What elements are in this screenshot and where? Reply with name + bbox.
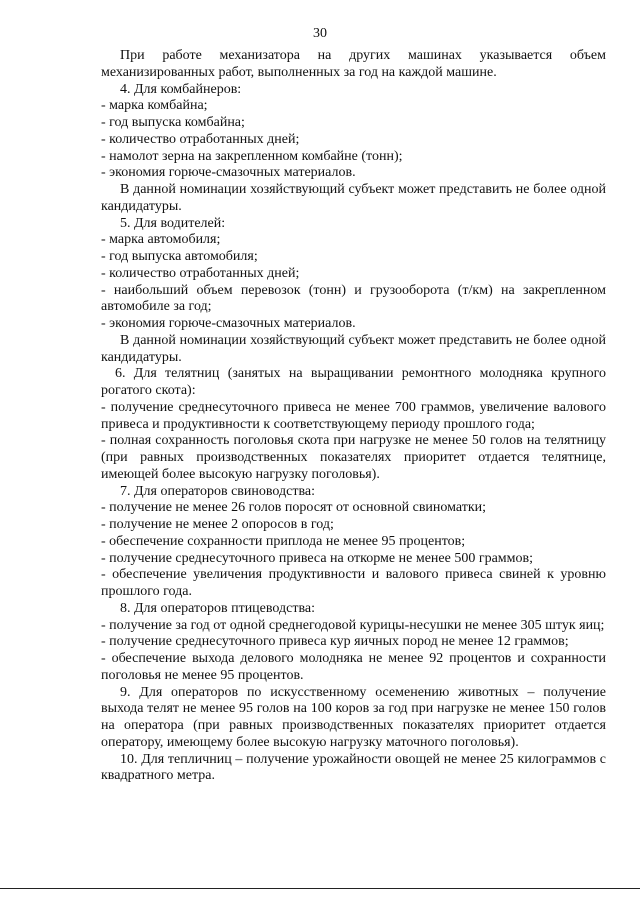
list-item: - экономия горюче-смазочных материалов. xyxy=(101,316,356,331)
list-item: - получение не менее 2 опоросов в год; xyxy=(101,517,334,532)
list-item: - получение не менее 26 голов поросят от основной свиноматки; xyxy=(101,500,487,516)
document-body xyxy=(101,48,606,785)
list-item: - обеспечение выхода делового молодняка не менее 92 процентов и сохранности поголовья не менее 95 процентов. xyxy=(101,651,606,683)
list-item: - обеспечение увеличения продуктивности и валового привеса свиней к уровню прошлого года. xyxy=(101,567,606,599)
list-item: - получение среднесуточного привеса не менее 700 граммов, увеличение валового привеса и продуктивности к соответствующему периоду прошлого года; xyxy=(101,399,606,432)
list-item: - количество отработанных дней; xyxy=(101,131,300,147)
bottom-divider xyxy=(0,888,640,889)
section-9-paragraph: 9. Для операторов по искусственному осеменению животных – получение выхода телят не менее 95 голов на 100 коров за год при нагрузке не менее 150 голов на оператора (при равных производственных показателях приоритет отдается оператору, имеющему более высокую нагрузку маточного поголовья). xyxy=(101,684,606,750)
paragraph-intro: При работе механизатора на других машинах указывается объем механизированных работ, выполненных за год на каждой машине. xyxy=(101,48,606,80)
list-item: - наибольший объем перевозок (тонн) и грузооборота (т/км) на закрепленном автомобиле за год; xyxy=(101,282,606,315)
list-item: - год выпуска автомобиля; xyxy=(101,249,258,264)
list-item: - обеспечение сохранности приплода не менее 95 процентов; xyxy=(101,533,466,549)
section-5-heading: 5. Для водителей: xyxy=(120,215,226,231)
list-item: - получение за год от одной среднегодовой курицы-несушки не менее 305 штук яиц; xyxy=(101,617,605,633)
list-item: - экономия горюче-смазочных материалов. xyxy=(101,165,356,181)
page-number: 30 xyxy=(313,26,327,41)
list-item: - количество отработанных дней; xyxy=(101,265,300,281)
list-item: - получение среднесуточного привеса кур яичных пород не менее 12 граммов; xyxy=(101,634,569,650)
list-item: - год выпуска комбайна; xyxy=(101,115,245,130)
section-4-heading: 4. Для комбайнеров: xyxy=(120,81,242,97)
section-6-heading: 6. Для телятниц (занятых на выращивании ремонтного молодняка крупного рогатого скота): xyxy=(101,366,606,398)
section-8-heading: 8. Для операторов птицеводства: xyxy=(120,600,315,616)
list-item: - марка комбайна; xyxy=(101,98,208,114)
section-7-heading: 7. Для операторов свиноводства: xyxy=(120,483,315,499)
list-item: - полная сохранность поголовья скота при нагрузке не менее 50 голов на телятницу (при равных производственных показателях приоритет отдается телятнице, имеющей более высокую нагрузку поголовья). xyxy=(101,433,606,482)
list-item: - получение среднесуточного привеса на откорме не менее 500 граммов; xyxy=(101,550,533,566)
nomination-note: В данной номинации хозяйствующий субъект может представить не более одной кандидатуры. xyxy=(101,332,606,365)
nomination-note: В данной номинации хозяйствующий субъект может представить не более одной кандидатуры. xyxy=(101,182,606,214)
list-item: - марка автомобиля; xyxy=(101,232,221,248)
list-item: - намолот зерна на закрепленном комбайне (тонн); xyxy=(101,148,403,164)
section-10-paragraph: 10. Для тепличниц – получение урожайности овощей не менее 25 килограммов с квадратного метра. xyxy=(101,751,606,784)
